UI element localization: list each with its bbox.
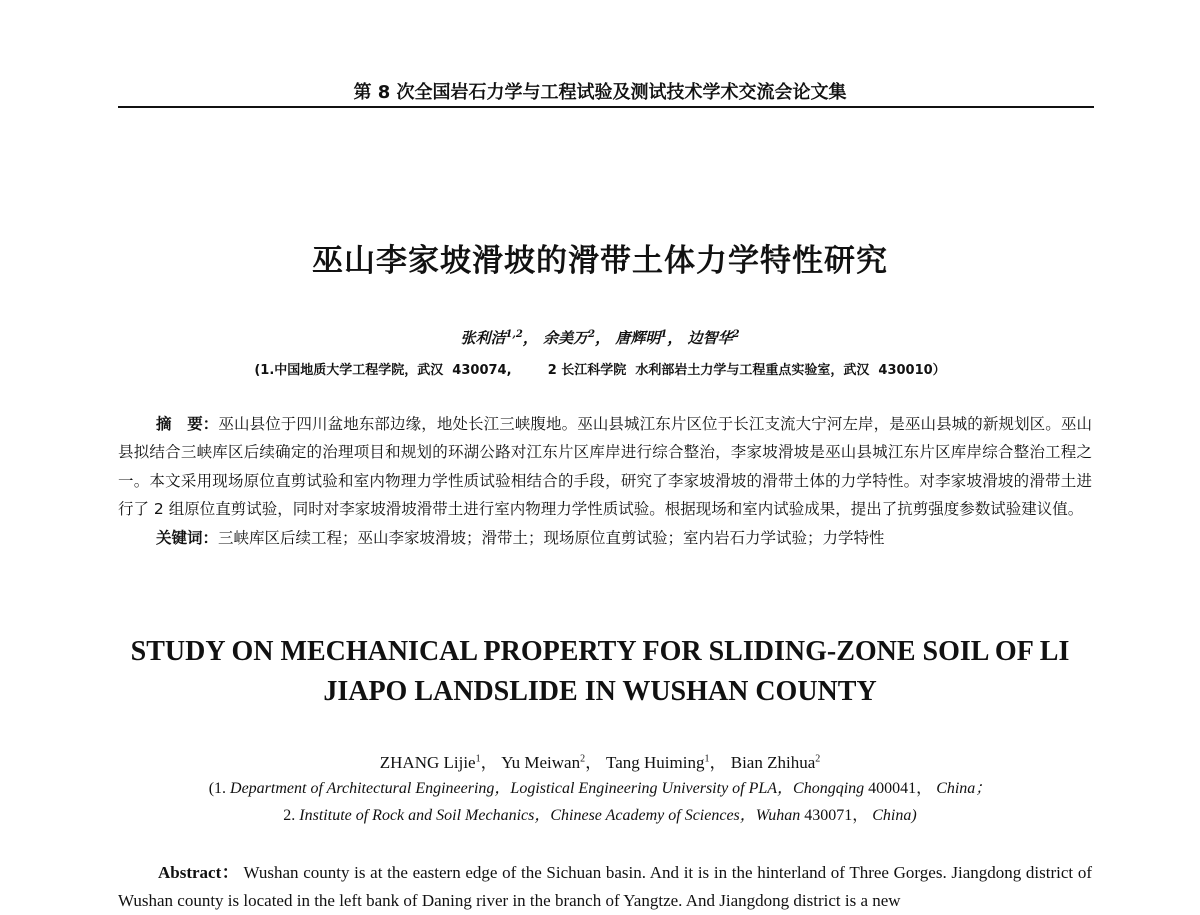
- en-author-sup: 2: [580, 753, 586, 765]
- en-authors: [0, 748, 1200, 773]
- en-affil2-code: 430071，: [804, 807, 869, 824]
- en-author-name: Tang Huiming: [606, 753, 705, 772]
- en-affil2-text: Institute of Rock and Soil Mechanics，Chinese Academy of Sciences，Wuhan: [299, 807, 801, 824]
- cn-author-sep: ，: [595, 329, 611, 347]
- en-affil1-prefix: (1.: [208, 780, 227, 797]
- en-abstract: [118, 859, 1092, 915]
- en-author-name: Yu Meiwan: [501, 753, 581, 772]
- en-affil1-country: China；: [936, 780, 992, 797]
- cn-abstract-paragraph: [118, 410, 1092, 524]
- cn-abstract-label: 摘 要：: [156, 415, 219, 433]
- en-title: [0, 632, 1200, 712]
- running-header: 第 8 次全国岩石力学与工程试验及测试技术学术交流会论文集: [353, 82, 847, 103]
- cn-keywords: [118, 524, 1092, 552]
- cn-title: 巫山李家坡滑坡的滑带土体力学特性研究: [312, 243, 888, 279]
- cn-author-sep: ，: [667, 329, 683, 347]
- en-author-name: Bian Zhihua: [730, 753, 816, 772]
- cn-author-name: 余美万: [543, 329, 589, 347]
- en-title-line-1: STUDY ON MECHANICAL PROPERTY FOR SLIDING-ZONE SOIL OF LI: [130, 636, 1070, 667]
- en-affiliations: [0, 775, 1200, 829]
- header-rule: [118, 106, 1094, 108]
- en-author-sup: 1: [475, 753, 481, 765]
- cn-author-sup: 1,2: [505, 329, 523, 340]
- en-author-sep: ，: [585, 753, 603, 772]
- cn-author-sep: ，: [522, 329, 538, 347]
- cn-affiliation: (1.中国地质大学工程学院，武汉 430074, 2 长江科学院 水利部岩土力学与工程重点实验室，武汉 430010）: [254, 363, 946, 378]
- cn-keywords-text: 三峡库区后续工程；巫山李家坡滑坡；滑带土；现场原位直剪试验；室内岩石力学试验；力学特性: [218, 528, 885, 547]
- en-affil1-code: 400041，: [868, 780, 933, 797]
- cn-author-sup: 1: [660, 329, 668, 340]
- cn-author-name: 唐辉明: [615, 329, 661, 347]
- en-author-name: ZHANG Lijie: [379, 753, 476, 772]
- cn-author-sup: 2: [588, 329, 596, 340]
- en-author-sep: ，: [480, 753, 498, 772]
- cn-abstract: [118, 410, 1092, 552]
- cn-author-sup: 2: [732, 329, 740, 340]
- cn-author-name: 边智华: [687, 329, 733, 347]
- en-affil1-text: Department of Architectural Engineering，Logistical Engineering University of PLA，Chongqing: [230, 780, 865, 797]
- en-abstract-text: Wushan county is at the eastern edge of the Sichuan basin. And it is in the hinterland of Three Gorges. Jiangdong district of Wushan county is located in the left bank of Daning river in the branch of Yangtze. And Jiangdong district is a new: [118, 863, 1092, 910]
- cn-keywords-label: 关键词：: [156, 528, 219, 547]
- en-affiliation-1: [0, 775, 1200, 802]
- cn-authors: [0, 327, 1200, 348]
- en-abstract-label: Abstract：: [158, 863, 240, 882]
- en-affil2-country: China): [872, 807, 917, 824]
- en-author-sup: 1: [704, 753, 710, 765]
- en-author-sup: 2: [815, 753, 821, 765]
- en-affiliation-2: [0, 802, 1200, 829]
- en-title-line-2: JIAPO LANDSLIDE IN WUSHAN COUNTY: [323, 676, 877, 707]
- cn-abstract-text: 巫山县位于四川盆地东部边缘，地处长江三峡腹地。巫山县城江东片区位于长江支流大宁河左岸，是巫山县城的新规划区。巫山县拟结合三峡库区后续确定的治理项目和规划的环湖公路对江东片区库岸进行综合整治，李家坡滑坡是巫山县城江东片区库岸综合整治工程之一。本文采用现场原位直剪试验和室内物理力学性质试验相结合的手段，研究了李家坡滑坡的滑带土体的力学特性。对李家坡滑坡的滑带土进行了 2 组原位直剪试验，同时对李家坡滑坡滑带土进行室内物理力学性质试验。根据现场和室内试验成果，提出了抗剪强度参数试验建议值。: [118, 415, 1092, 519]
- en-author-sep: ，: [709, 753, 727, 772]
- en-abstract-paragraph: [118, 859, 1092, 915]
- en-affil2-prefix: 2.: [283, 807, 296, 824]
- cn-author-name: 张利洁: [460, 329, 506, 347]
